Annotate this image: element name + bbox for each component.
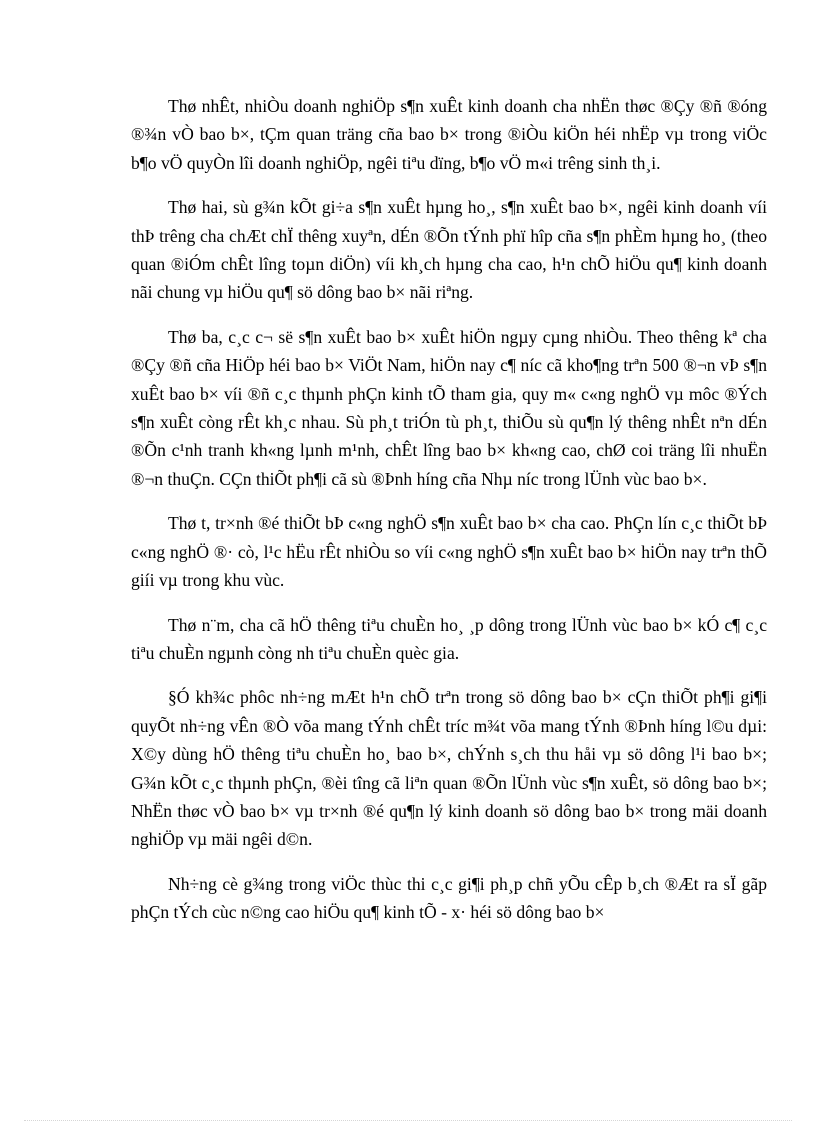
paragraph-3: Thø ba, c¸c c¬ së s¶n xuÊt bao b× xuÊt hiÖn ngµy cµng nhiÒu. Theo thêng kª cha ®Çy ®ñ cña HiÖp héi bao b× ViÖt Nam, hiÖn nay c¶ níc cã kho¶ng trªn 500 ®¬n vÞ s¶n xuÊt bao b× víi ®ñ c¸c thµnh phÇn kinh tÕ tham gia, quy m« c«ng nghÖ vµ môc ®Ých s¶n xuÊt còng rÊt kh¸c nhau. Sù ph¸t triÓn tù ph¸t, thiÕu sù qu¶n lý thêng nhÊt nªn dÉn ®Õn c¹nh tranh kh«ng lµnh m¹nh, chÊt lîng bao b× kh«ng cao, chØ coi träng lîi nhuËn ®¬n thuÇn. CÇn thiÕt ph¶i cã sù ®Þnh híng cña Nhµ níc trong lÜnh vùc bao b×. xyxy=(131,326,767,489)
paragraph-1: Thø nhÊt, nhiÒu doanh nghiÖp s¶n xuÊt kinh doanh cha nhËn thøc ®Çy ®ñ ®óng ®¾n vÒ bao b×, tÇm quan träng cña bao b× trong ®iÒu kiÖn héi nhËp vµ trong viÖc b¶o vÖ quyÒn lîi doanh nghiÖp, ngêi tiªu dïng, b¶o vÖ m«i trêng sinh th¸i. xyxy=(131,96,767,173)
page-bottom-divider xyxy=(24,1120,792,1121)
paragraph-5: Thø n¨m, cha cã hÖ thêng tiªu chuÈn ho¸ ¸p dông trong lÜnh vùc bao b× kÓ c¶ c¸c tiªu chuÈn ngµnh còng nh tiªu chuÈn quèc gia. xyxy=(131,614,767,663)
body-text xyxy=(131,92,767,943)
paragraph-6: §Ó kh¾c phôc nh÷ng mÆt h¹n chÕ trªn trong sö dông bao b× cÇn thiÕt ph¶i gi¶i quyÕt nh÷ng vÊn ®Ò võa mang tÝnh chÊt tríc m¾t võa mang tÝnh ®Þnh híng l©u dµi: X©y dùng hÖ thêng tiªu chuÈn ho¸ bao b×, chÝnh s¸ch thu håi vµ sö dông l¹i bao b×; G¾n kÕt c¸c thµnh phÇn, ®èi tîng cã liªn quan ®Õn lÜnh vùc s¶n xuÊt, sö dông bao b×; NhËn thøc vÒ bao b× vµ tr×nh ®é qu¶n lý kinh doanh sö dông bao b× trong mäi doanh nghiÖp vµ mäi ngêi d©n. xyxy=(131,687,767,850)
paragraph-2: Thø hai, sù g¾n kÕt gi÷a s¶n xuÊt hµng ho¸, s¶n xuÊt bao b×, ngêi kinh doanh víi thÞ trêng cha chÆt chÏ thêng xuyªn, dÉn ®Õn tÝnh phï hîp cña s¶n phÈm hµng ho¸ (theo quan ®iÓm chÊt lîng toµn diÖn) víi kh¸ch hµng cha cao, h¹n chÕ hiÖu qu¶ kinh doanh nãi chung vµ hiÖu qu¶ sö dông bao b× nãi riªng. xyxy=(131,197,767,303)
paragraph-7: Nh÷ng cè g¾ng trong viÖc thùc thi c¸c gi¶i ph¸p chñ yÕu cÊp b¸ch ®Æt ra sÏ gãp phÇn tÝch cùc n©ng cao hiÖu qu¶ kinh tÕ - x· héi sö dông bao b× xyxy=(131,873,767,923)
paragraph-4: Thø t, tr×nh ®é thiÕt bÞ c«ng nghÖ s¶n xuÊt bao b× cha cao. PhÇn lín c¸c thiÕt bÞ c«ng nghÖ ®· cò, l¹c hËu rÊt nhiÒu so víi c«ng nghÖ s¶n xuÊt bao b× hiÖn nay trªn thÕ giíi vµ trong khu vùc. xyxy=(131,513,767,591)
